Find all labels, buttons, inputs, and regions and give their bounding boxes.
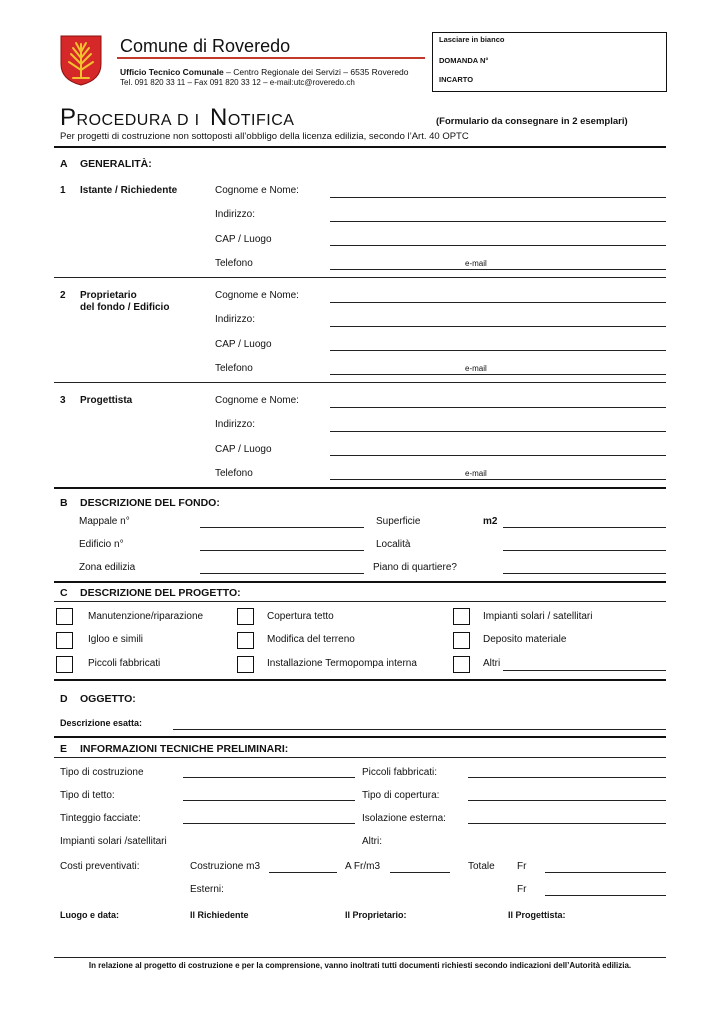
piccoli-label: Piccoli fabbricati: — [362, 767, 438, 778]
g1-name-label: Cognome e Nome: — [215, 185, 299, 196]
g2-name-field[interactable] — [330, 302, 666, 303]
g3-cap-label: CAP / Luogo — [215, 444, 272, 455]
tipo-copertura-field[interactable] — [468, 800, 666, 801]
g3-cap-field[interactable] — [330, 455, 666, 456]
g1-cap-field[interactable] — [330, 245, 666, 246]
group-3-label: Progettista — [80, 395, 133, 406]
option-impianti-solari: Impianti solari / satellitari — [483, 611, 593, 622]
localita-label: Località — [376, 539, 411, 550]
section-b-title: DESCRIZIONE DEL FONDO: — [80, 497, 220, 509]
option-termopompa: Installazione Termopompa interna — [267, 658, 417, 669]
checkbox-modifica-terreno[interactable] — [237, 632, 254, 649]
domanda-label: DOMANDA N° — [439, 56, 489, 65]
zona-label: Zona edilizia — [79, 562, 136, 573]
form-subtitle: Per progetti di costruzione non sottoposti all’obbligo della licenza edilizia, secondo l’Art. 40 OPTC — [60, 131, 469, 142]
g3-phone-email-field[interactable] — [330, 479, 666, 480]
luogo-data-label: Luogo e data: — [60, 910, 119, 920]
group-1-num: 1 — [60, 185, 66, 196]
section-d-letter: D — [60, 693, 68, 705]
piano-field[interactable] — [503, 573, 666, 574]
totale-field[interactable] — [545, 872, 666, 873]
incarto-label: INCARTO — [439, 75, 474, 84]
mappale-label: Mappale n° — [79, 516, 130, 527]
section-c-title: DESCRIZIONE DEL PROGETTO: — [80, 587, 241, 599]
piano-label: Piano di quartiere? — [373, 562, 457, 573]
group-1-label: Istante / Richiedente — [80, 185, 178, 196]
edificio-field[interactable] — [200, 550, 364, 551]
isolazione-label: Isolazione esterna: — [362, 813, 446, 824]
group-3-num: 3 — [60, 395, 66, 406]
coat-of-arms-logo — [59, 34, 103, 86]
afr-m3-label: A Fr/m3 — [345, 861, 381, 872]
option-piccoli-fabbricati: Piccoli fabbricati — [88, 658, 161, 669]
isolazione-field[interactable] — [468, 823, 666, 824]
section-divider — [54, 581, 666, 583]
title-otifica: OTIFICA — [227, 112, 295, 129]
header-divider — [117, 57, 425, 59]
option-copertura-tetto: Copertura tetto — [267, 611, 334, 622]
piccoli-field[interactable] — [468, 777, 666, 778]
zona-field[interactable] — [200, 573, 364, 574]
section-e-letter: E — [60, 743, 68, 755]
section-c-letter: C — [60, 587, 68, 599]
tipo-costruzione-label: Tipo di costruzione — [60, 767, 144, 778]
checkbox-copertura-tetto[interactable] — [237, 608, 254, 625]
section-divider — [54, 736, 666, 738]
title-di: DI — [177, 112, 206, 129]
g1-cap-label: CAP / Luogo — [215, 234, 272, 245]
group-divider — [54, 277, 666, 278]
altri-label: Altri: — [362, 836, 382, 847]
g3-address-field[interactable] — [330, 431, 666, 432]
altri-field[interactable] — [503, 670, 666, 671]
superficie-field[interactable] — [503, 527, 666, 528]
g2-cap-field[interactable] — [330, 350, 666, 351]
section-d-title: OGGETTO: — [80, 693, 136, 705]
title-rocedura: ROCEDURA — [76, 112, 173, 129]
fr-label: Fr — [517, 861, 527, 872]
option-manutenzione: Manutenzione/riparazione — [88, 611, 204, 622]
office-name: Ufficio Tecnico Comunale — [120, 67, 224, 77]
g1-email-label: e-mail — [465, 259, 487, 268]
g1-phone-email-field[interactable] — [330, 269, 666, 270]
tinteggio-field[interactable] — [183, 823, 355, 824]
localita-field[interactable] — [503, 550, 666, 551]
checkbox-igloo[interactable] — [56, 632, 73, 649]
esterni-field[interactable] — [545, 895, 666, 896]
office-use-box — [432, 32, 667, 92]
tipo-tetto-field[interactable] — [183, 800, 355, 801]
section-b-letter: B — [60, 497, 68, 509]
descrizione-field[interactable] — [173, 729, 666, 730]
g1-name-field[interactable] — [330, 197, 666, 198]
totale-label: Totale — [468, 861, 495, 872]
tipo-copertura-label: Tipo di copertura: — [362, 790, 440, 801]
g1-address-field[interactable] — [330, 221, 666, 222]
afr-m3-field[interactable] — [390, 872, 450, 873]
m2-unit: m2 — [483, 516, 498, 527]
g2-address-field[interactable] — [330, 326, 666, 327]
blank-label: Lasciare in bianco — [439, 35, 505, 44]
g3-address-label: Indirizzo: — [215, 419, 256, 430]
costi-label: Costi preventivati: — [60, 861, 140, 872]
superficie-label: Superficie — [376, 516, 421, 527]
g2-phone-email-field[interactable] — [330, 374, 666, 375]
g1-address-label: Indirizzo: — [215, 209, 256, 220]
group-divider — [54, 382, 666, 383]
title-divider — [54, 146, 666, 148]
section-divider — [54, 679, 666, 681]
fr2-label: Fr — [517, 884, 527, 895]
checkbox-deposito-materiale[interactable] — [453, 632, 470, 649]
richiedente-signature-label: Il Richiedente — [190, 910, 249, 920]
section-e-underline — [54, 757, 666, 758]
g2-phone-label: Telefono — [215, 363, 253, 374]
option-modifica-terreno: Modifica del terreno — [267, 634, 355, 645]
town-name: Comune di Roveredo — [120, 36, 291, 56]
tipo-costruzione-field[interactable] — [183, 777, 355, 778]
costruzione-m3-label: Costruzione m3 — [190, 861, 261, 872]
checkbox-altri[interactable] — [453, 656, 470, 673]
descrizione-label: Descrizione esatta: — [60, 718, 143, 728]
section-c-underline — [54, 601, 666, 602]
g2-email-label: e-mail — [465, 364, 487, 373]
costruzione-m3-field[interactable] — [269, 872, 337, 873]
title-initial-n: N — [209, 104, 228, 131]
g3-phone-label: Telefono — [215, 468, 253, 479]
option-igloo: Igloo e simili — [88, 634, 144, 645]
tinteggio-label: Tinteggio facciate: — [60, 813, 141, 824]
copies-note: (Formulario da consegnare in 2 esemplari) — [436, 116, 628, 127]
section-e-title: INFORMAZIONI TECNICHE PRELIMINARI: — [80, 743, 289, 755]
g3-email-label: e-mail — [465, 469, 487, 478]
checkbox-impianti-solari[interactable] — [453, 608, 470, 625]
title-initial-p: P — [60, 104, 77, 131]
option-altri: Altri — [483, 658, 501, 669]
g3-name-field[interactable] — [330, 407, 666, 408]
g2-name-label: Cognome e Nome: — [215, 290, 299, 301]
section-divider — [54, 487, 666, 489]
esterni-label: Esterni: — [190, 884, 224, 895]
office-line — [120, 67, 409, 77]
option-deposito-materiale: Deposito materiale — [483, 634, 567, 645]
office-address: – Centro Regionale dei Servizi – 6535 Roveredo — [223, 67, 409, 77]
g2-address-label: Indirizzo: — [215, 314, 256, 325]
section-a-letter: A — [60, 158, 68, 170]
g3-name-label: Cognome e Nome: — [215, 395, 299, 406]
footer-divider — [54, 957, 666, 958]
footer-note: In relazione al progetto di costruzione e per la comprensione, vanno inoltrati tutti documenti richiesti secondo indicazioni dell’Autorità edilizia. — [88, 961, 632, 970]
edificio-label: Edificio n° — [79, 539, 124, 550]
form-title — [60, 104, 294, 132]
g2-cap-label: CAP / Luogo — [215, 339, 272, 350]
section-a-title: GENERALITÀ: — [80, 158, 152, 170]
group-2-label-2: del fondo / Edificio — [80, 302, 170, 313]
tipo-tetto-label: Tipo di tetto: — [60, 790, 115, 801]
checkbox-manutenzione[interactable] — [56, 608, 73, 625]
office-contacts: Tel. 091 820 33 11 – Fax 091 820 33 12 – e-mail:utc@roveredo.ch — [120, 78, 355, 87]
impianti-label: Impianti solari /satellitari — [60, 836, 167, 847]
progettista-signature-label: Il Progettista: — [508, 910, 566, 920]
g1-phone-label: Telefono — [215, 258, 253, 269]
group-2-label: Proprietario — [80, 290, 137, 301]
proprietario-signature-label: Il Proprietario: — [345, 910, 407, 920]
mappale-field[interactable] — [200, 527, 364, 528]
checkbox-piccoli-fabbricati[interactable] — [56, 656, 73, 673]
group-2-num: 2 — [60, 290, 66, 301]
checkbox-termopompa[interactable] — [237, 656, 254, 673]
